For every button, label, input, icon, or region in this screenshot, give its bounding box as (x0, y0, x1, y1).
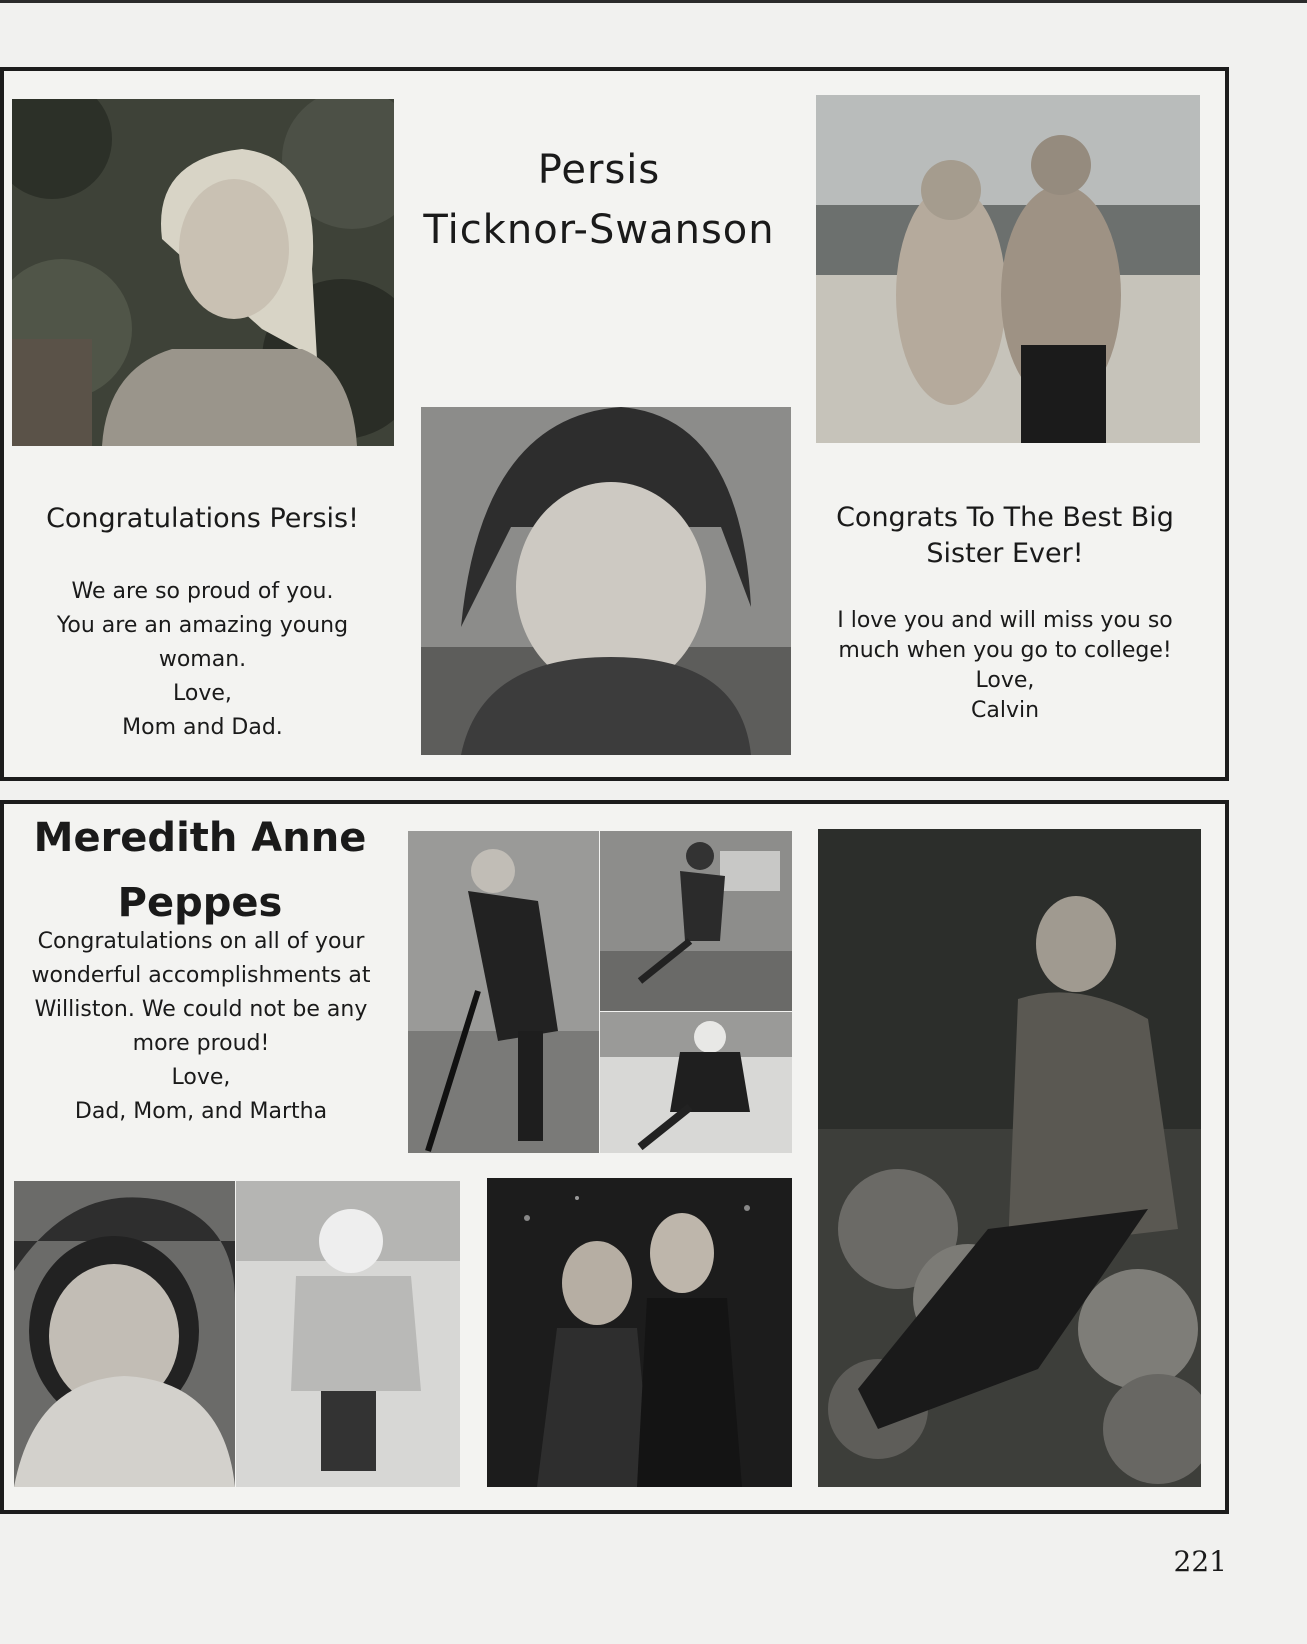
message-line: woman. (158, 647, 247, 672)
message-line: Love, (173, 681, 232, 706)
section2-name-line2: Peppes (117, 880, 283, 926)
message-line: You are an amazing young (56, 613, 349, 638)
message-line: Congratulations on all of your (37, 929, 365, 954)
formal-photo (487, 1178, 792, 1487)
field-hockey-photo (408, 831, 599, 1153)
message-line: Mom and Dad. (122, 715, 283, 740)
section2-name-line1: Meredith Anne (33, 815, 367, 861)
section2-message (12, 925, 390, 1129)
section1-name-line1: Persis (537, 147, 661, 193)
heading-line: Sister Ever! (926, 538, 1084, 569)
section2-name (15, 806, 385, 936)
message-line: wonderful accomplishments at (31, 963, 371, 988)
section1-right-message (810, 606, 1200, 726)
top-border-line (0, 0, 1307, 3)
message-line: more proud! (132, 1031, 270, 1056)
page-number: 221 (1173, 1545, 1227, 1578)
section1-left-heading: Congratulations Persis! (46, 503, 359, 534)
section1-right-heading (810, 500, 1200, 572)
message-line: much when you go to college! (838, 638, 1172, 663)
young-hockey-photo (236, 1181, 460, 1487)
message-line: We are so proud of you. (71, 579, 334, 604)
message-line: Williston. We could not be any (34, 997, 368, 1022)
portrait-photo (12, 99, 394, 446)
message-line: Dad, Mom, and Martha (74, 1099, 328, 1124)
heading-line: Congrats To The Best Big (836, 502, 1174, 533)
baby-photo (14, 1181, 235, 1487)
message-line: Love, (975, 668, 1035, 693)
ice-hockey-photo (600, 1012, 792, 1153)
toddler-hat-photo (421, 407, 791, 755)
section1-name-line2: Ticknor-Swanson (423, 207, 775, 253)
message-line: Love, (171, 1065, 231, 1090)
softball-photo (600, 831, 792, 1011)
beach-siblings-photo (816, 95, 1200, 443)
section1-name (404, 140, 794, 260)
section1-left-message (15, 575, 390, 745)
message-line: Calvin (970, 698, 1040, 723)
message-line: I love you and will miss you so (837, 608, 1173, 633)
senior-portrait-photo (818, 829, 1201, 1487)
